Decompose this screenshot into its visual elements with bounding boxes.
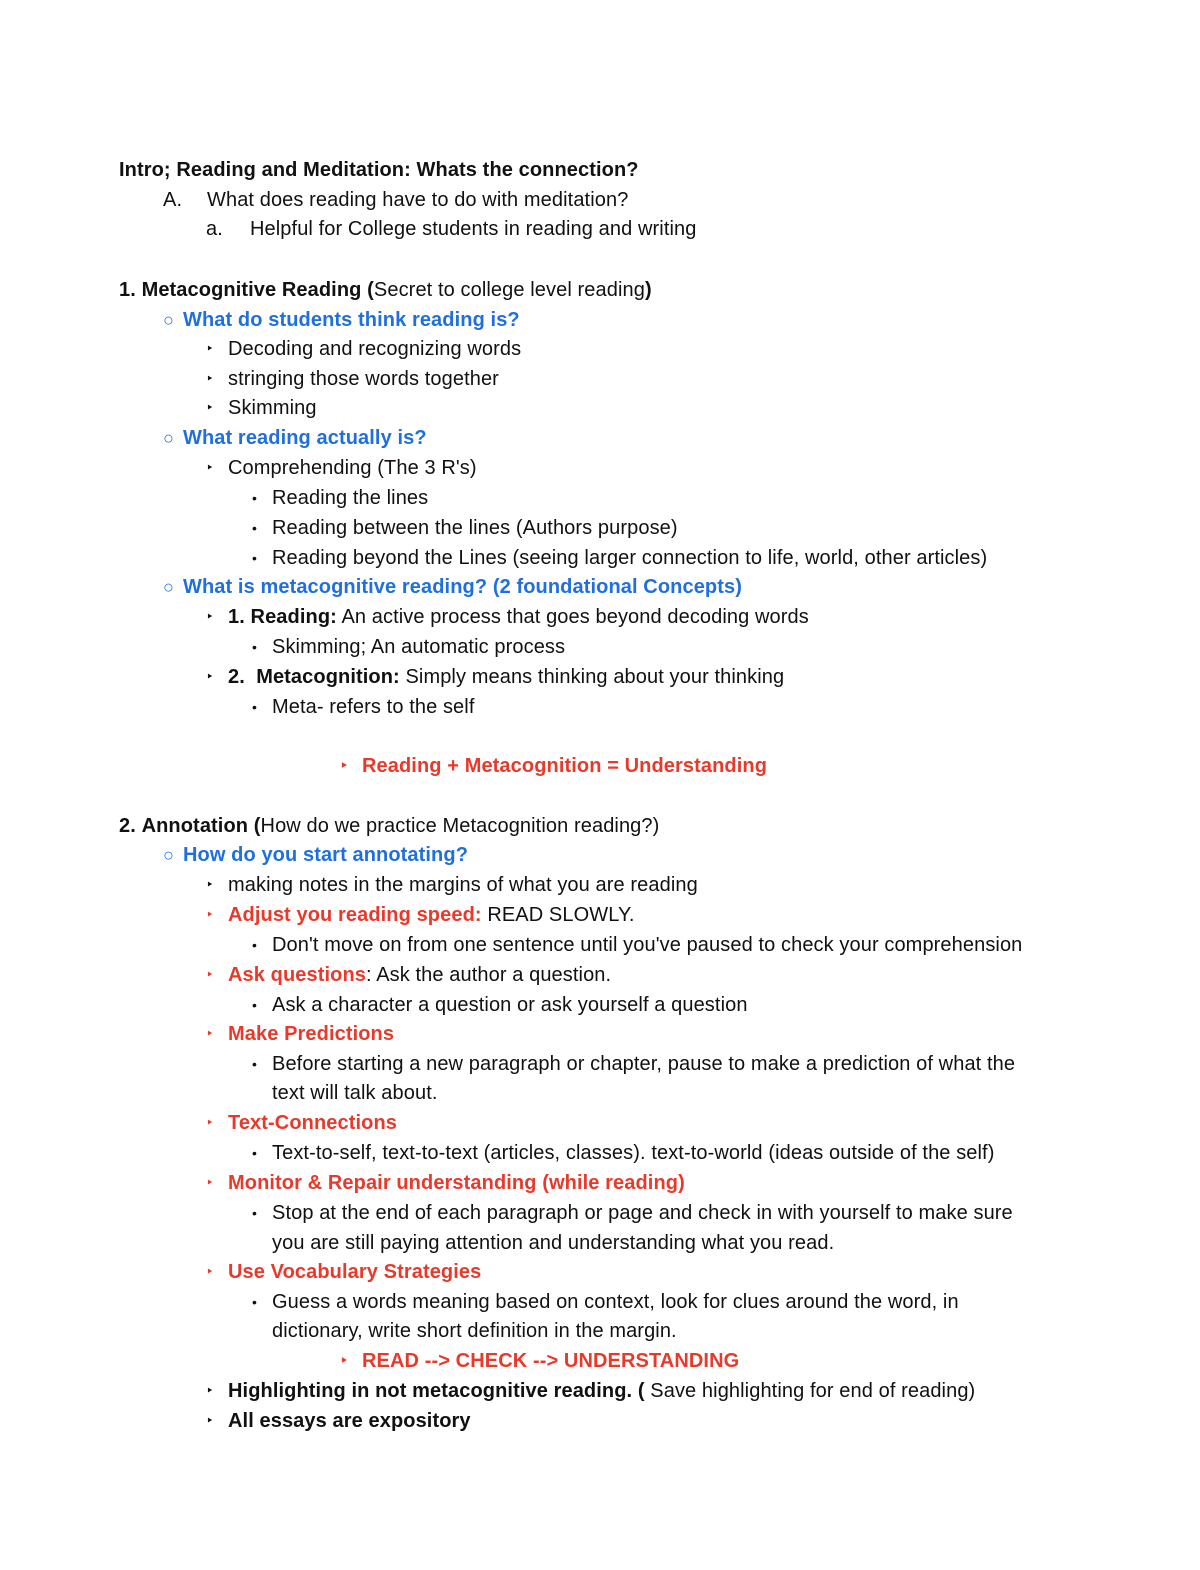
list-item-text: Ask a character a question or ask yourself a question (272, 994, 748, 1016)
list-item (206, 664, 784, 692)
dot-bullet-icon: • (252, 639, 258, 655)
list-subitem (252, 545, 987, 572)
note-label: Highlighting in not metacognitive reading. ( (228, 1380, 645, 1402)
list-subitem (252, 694, 474, 721)
list-item-text: Stop at the end of each paragraph or page and check in with yourself to make sure (272, 1202, 1013, 1224)
list-item (206, 455, 477, 483)
list-item (206, 366, 499, 394)
circle-bullet-icon: ○ (163, 310, 174, 330)
list-item-continuation: dictionary, write short definition in the margin. (272, 1320, 677, 1342)
intro-subitem-a (206, 216, 696, 242)
triangle-bullet-icon: ‣ (206, 1115, 214, 1130)
callout-text: READ --> CHECK --> UNDERSTANDING (362, 1350, 740, 1372)
triangle-bullet-icon: ‣ (206, 400, 214, 415)
intro-heading: Intro; Reading and Meditation: Whats the connection? (119, 159, 639, 181)
dot-bullet-icon: • (252, 937, 258, 953)
list-item-text: Skimming (228, 397, 317, 419)
section-number: 1. (119, 279, 136, 301)
dot-bullet-icon: • (252, 1294, 258, 1310)
triangle-bullet-icon: ‣ (340, 758, 349, 773)
list-marker: a. (206, 218, 223, 240)
strategy-label: Ask questions (228, 964, 366, 986)
paren-close: ) (652, 815, 660, 837)
list-subitem (252, 1200, 1013, 1227)
question-text: What reading actually is? (183, 427, 427, 449)
list-item-continuation: you are still paying attention and understanding what you read. (272, 1232, 835, 1254)
term-definition: Simply means thinking about your thinking (399, 666, 785, 688)
triangle-bullet-icon: ‣ (206, 1175, 214, 1190)
list-item (206, 1408, 471, 1436)
circle-bullet-icon: ○ (163, 845, 174, 865)
list-item (206, 902, 635, 930)
question-heading (163, 425, 427, 451)
triangle-bullet-icon: ‣ (340, 1353, 349, 1368)
dot-bullet-icon: • (252, 699, 258, 715)
equation-text: Reading + Metacognition = Understanding (362, 755, 768, 777)
question-text: How do you start annotating? (183, 844, 469, 866)
question-text: What do students think reading is? (183, 309, 520, 331)
paren-open: ( (253, 815, 261, 837)
list-item-text: Reading beyond the Lines (seeing larger connection to life, world, other articles) (272, 547, 988, 569)
strategy-label: Text-Connections (228, 1112, 398, 1134)
dot-bullet-icon: • (252, 1056, 258, 1072)
list-item-text: Reading the lines (272, 487, 429, 509)
section-title: Metacognitive Reading (141, 279, 362, 301)
list-subitem (252, 515, 678, 542)
list-item-text: Skimming; An automatic process (272, 636, 566, 658)
paren-close: ) (644, 279, 652, 301)
list-item-text: Decoding and recognizing words (228, 338, 522, 360)
strategy-label: Make Predictions (228, 1023, 395, 1045)
list-subitem (252, 992, 748, 1019)
list-subitem (252, 932, 1022, 959)
section-number: 2. (119, 815, 136, 837)
strategy-label: Monitor & Repair understanding (while reading) (228, 1172, 685, 1194)
triangle-bullet-icon: ‣ (206, 877, 214, 892)
circle-bullet-icon: ○ (163, 428, 174, 448)
triangle-bullet-icon: ‣ (206, 609, 214, 624)
list-item (206, 336, 521, 364)
list-item-text: Comprehending (The 3 R's) (228, 457, 477, 479)
list-item (206, 1021, 394, 1049)
list-item-text: Guess a words meaning based on context, look for clues around the word, in (272, 1291, 959, 1313)
triangle-bullet-icon: ‣ (206, 1413, 214, 1428)
triangle-bullet-icon: ‣ (206, 460, 214, 475)
list-item-text: making notes in the margins of what you are reading (228, 874, 698, 896)
triangle-bullet-icon: ‣ (206, 907, 214, 922)
list-subitem (252, 1051, 1015, 1078)
list-item (206, 1110, 397, 1138)
triangle-bullet-icon: ‣ (206, 967, 214, 982)
list-item-text: What does reading have to do with meditation? (207, 189, 629, 211)
triangle-bullet-icon: ‣ (206, 341, 214, 356)
section-subtitle: How do we practice Metacognition reading? (260, 815, 653, 837)
list-item (206, 962, 611, 990)
term-label: 1. Reading: (228, 606, 337, 628)
list-item (206, 604, 809, 632)
read-check-callout (340, 1348, 739, 1376)
triangle-bullet-icon: ‣ (206, 371, 214, 386)
list-item (206, 872, 698, 900)
question-heading (163, 574, 742, 600)
list-marker: A. (163, 189, 183, 211)
triangle-bullet-icon: ‣ (206, 1383, 214, 1398)
strategy-text: : Ask the author a question. (366, 964, 612, 986)
section-2-heading (119, 813, 659, 839)
dot-bullet-icon: • (252, 490, 258, 506)
list-item-text: Before starting a new paragraph or chapter, pause to make a prediction of what the (272, 1053, 1016, 1075)
question-heading (163, 842, 468, 868)
circle-bullet-icon: ○ (163, 577, 174, 597)
list-item-text: stringing those words together (228, 368, 499, 390)
list-item-text: Text-to-self, text-to-text (articles, classes). text-to-world (ideas outside of the self) (272, 1142, 995, 1164)
term-label: 2. Metacognition: (228, 666, 400, 688)
note-label: All essays are expository (228, 1410, 471, 1432)
list-item-text: Don't move on from one sentence until you've paused to check your comprehension (272, 934, 1023, 956)
question-heading (163, 307, 520, 333)
list-item-text: Reading between the lines (Authors purpose) (272, 517, 678, 539)
paren-open: ( (367, 279, 374, 301)
section-1-heading (119, 277, 652, 303)
triangle-bullet-icon: ‣ (206, 1026, 214, 1041)
list-item (206, 395, 317, 423)
dot-bullet-icon: • (252, 1145, 258, 1161)
dot-bullet-icon: • (252, 997, 258, 1013)
list-subitem (252, 634, 565, 661)
list-item (206, 1170, 685, 1198)
triangle-bullet-icon: ‣ (206, 669, 214, 684)
list-item (206, 1259, 481, 1287)
question-text: What is metacognitive reading? (2 foundational Concepts) (183, 576, 742, 598)
list-item-continuation: text will talk about. (272, 1082, 438, 1104)
term-definition: An active process that goes beyond decoding words (336, 606, 809, 628)
triangle-bullet-icon: ‣ (206, 1264, 214, 1279)
list-subitem (252, 1140, 994, 1167)
dot-bullet-icon: • (252, 520, 258, 536)
strategy-label: Use Vocabulary Strategies (228, 1261, 482, 1283)
list-item-text: Meta- refers to the self (272, 696, 475, 718)
note-text: Save highlighting for end of reading) (644, 1380, 976, 1402)
strategy-text: READ SLOWLY. (481, 904, 635, 926)
equation-callout (340, 753, 767, 781)
section-title: Annotation (141, 815, 249, 837)
intro-item-a (163, 187, 628, 213)
dot-bullet-icon: • (252, 1205, 258, 1221)
list-item-text: Helpful for College students in reading and writing (250, 218, 697, 240)
list-subitem (252, 1289, 959, 1316)
strategy-label: Adjust you reading speed: (228, 904, 482, 926)
list-item (206, 1378, 975, 1406)
section-subtitle: Secret to college level reading (373, 279, 645, 301)
dot-bullet-icon: • (252, 550, 258, 566)
list-subitem (252, 485, 428, 512)
